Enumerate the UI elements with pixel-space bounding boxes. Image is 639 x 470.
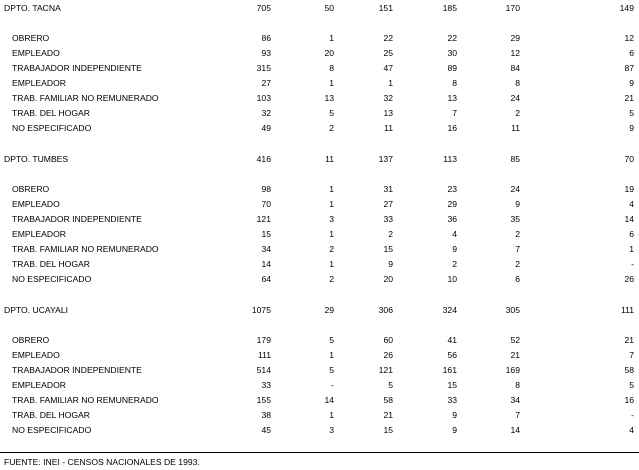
cell-col-1: 1 [329,259,334,269]
cell-col-5: 14 [624,214,634,224]
cell-total: 514 [256,365,271,375]
cell-col-4: 8 [515,78,520,88]
table-row [0,198,639,210]
table-row [0,424,639,436]
cell-col-4: 14 [510,425,520,435]
cell-col-2: 15 [383,244,393,254]
cell-col-1: - [331,380,334,390]
cell-col-1: 13 [324,93,334,103]
department-total-row [0,153,639,165]
cell-col-1: 1 [329,184,334,194]
cell-col-2: 1 [388,78,393,88]
cell-col-5: - [631,259,634,269]
cell-total: 64 [261,274,271,284]
cell-col-1: 2 [329,123,334,133]
cell-col-4: 29 [510,33,520,43]
cell-col-4: 169 [505,365,520,375]
cell-col-4: 85 [510,154,520,164]
cell-total: 32 [261,108,271,118]
category-label: TRAB. FAMILIAR NO REMUNERADO [12,395,159,405]
cell-col-1: 1 [329,350,334,360]
cell-col-1: 1 [329,199,334,209]
cell-total: 121 [256,214,271,224]
table-row [0,228,639,240]
cell-col-2: 33 [383,214,393,224]
cell-total: 49 [261,123,271,133]
table-row [0,349,639,361]
cell-col-3: 30 [447,48,457,58]
cell-col-1: 5 [329,108,334,118]
cell-col-1: 3 [329,425,334,435]
cell-col-5: 9 [629,123,634,133]
category-label: EMPLEADO [12,350,60,360]
cell-total: 155 [256,395,271,405]
table-row [0,213,639,225]
category-label: TRAB. FAMILIAR NO REMUNERADO [12,93,159,103]
table-row [0,409,639,421]
cell-col-5: 5 [629,108,634,118]
cell-total: 14 [261,259,271,269]
cell-total: 15 [261,229,271,239]
cell-col-3: 23 [447,184,457,194]
cell-col-2: 58 [383,395,393,405]
cell-total: 34 [261,244,271,254]
table-row [0,62,639,74]
cell-col-1: 1 [329,410,334,420]
category-label: EMPLEADO [12,199,60,209]
cell-col-2: 5 [388,380,393,390]
cell-col-4: 2 [515,108,520,118]
cell-col-2: 151 [378,3,393,13]
cell-col-5: - [631,410,634,420]
cell-col-5: 4 [629,199,634,209]
cell-col-4: 2 [515,259,520,269]
table-row [0,334,639,346]
cell-col-1: 2 [329,244,334,254]
cell-col-1: 29 [324,305,334,315]
cell-col-1: 5 [329,365,334,375]
department-total-row [0,304,639,316]
table-row [0,243,639,255]
category-label: NO ESPECIFICADO [12,123,92,133]
cell-col-5: 6 [629,48,634,58]
category-label: TRAB. DEL HOGAR [12,108,90,118]
category-label: OBRERO [12,33,50,43]
table-row [0,122,639,134]
cell-col-2: 21 [383,410,393,420]
cell-col-5: 21 [624,335,634,345]
table-row [0,32,639,44]
cell-col-5: 111 [620,305,634,315]
table-row [0,394,639,406]
cell-col-2: 26 [383,350,393,360]
cell-col-3: 8 [452,78,457,88]
cell-total: 705 [256,3,271,13]
cell-col-4: 7 [515,244,520,254]
cell-col-3: 7 [452,108,457,118]
cell-col-1: 1 [329,229,334,239]
cell-col-1: 50 [324,3,334,13]
cell-total: 416 [256,154,271,164]
cell-col-5: 26 [624,274,634,284]
department-name: DPTO. UCAYALI [4,305,68,315]
cell-col-4: 21 [510,350,520,360]
table-row [0,92,639,104]
cell-col-5: 7 [629,350,634,360]
cell-total: 86 [261,33,271,43]
cell-col-5: 19 [624,184,634,194]
cell-col-4: 12 [510,48,520,58]
cell-col-4: 9 [515,199,520,209]
cell-col-4: 6 [515,274,520,284]
category-label: TRAB. FAMILIAR NO REMUNERADO [12,244,159,254]
cell-total: 93 [261,48,271,58]
cell-col-3: 29 [447,199,457,209]
table-row [0,273,639,285]
cell-col-5: 1 [629,244,634,254]
cell-col-3: 36 [447,214,457,224]
cell-col-2: 306 [378,305,393,315]
department-name: DPTO. TACNA [4,3,61,13]
cell-col-2: 121 [378,365,393,375]
cell-col-4: 34 [510,395,520,405]
cell-col-1: 8 [329,63,334,73]
cell-col-4: 35 [510,214,520,224]
cell-col-5: 12 [624,33,634,43]
cell-col-2: 137 [378,154,393,164]
category-label: EMPLEADOR [12,380,66,390]
cell-col-2: 60 [383,335,393,345]
cell-col-5: 6 [629,229,634,239]
cell-col-1: 5 [329,335,334,345]
cell-col-3: 2 [452,259,457,269]
cell-col-2: 31 [383,184,393,194]
category-label: NO ESPECIFICADO [12,425,92,435]
cell-total: 38 [261,410,271,420]
cell-total: 33 [261,380,271,390]
cell-total: 27 [261,78,271,88]
cell-col-4: 24 [510,93,520,103]
cell-col-4: 8 [515,380,520,390]
source-note: FUENTE: INEI - CENSOS NACIONALES DE 1993. [4,457,200,467]
footer-divider [0,452,639,453]
cell-col-4: 52 [510,335,520,345]
table-row [0,47,639,59]
cell-col-3: 9 [452,244,457,254]
cell-col-1: 11 [325,154,334,164]
cell-total: 315 [256,63,271,73]
category-label: OBRERO [12,184,50,194]
cell-col-1: 14 [324,395,334,405]
cell-col-3: 15 [447,380,457,390]
cell-total: 45 [261,425,271,435]
category-label: EMPLEADOR [12,229,66,239]
cell-total: 70 [261,199,271,209]
category-label: EMPLEADOR [12,78,66,88]
cell-col-4: 7 [515,410,520,420]
cell-col-5: 9 [629,78,634,88]
cell-col-3: 33 [447,395,457,405]
cell-col-4: 170 [505,3,520,13]
cell-col-3: 113 [443,154,457,164]
table-row [0,379,639,391]
cell-total: 179 [256,335,271,345]
cell-col-2: 15 [383,425,393,435]
category-label: OBRERO [12,335,50,345]
cell-col-5: 21 [624,93,634,103]
cell-col-4: 24 [510,184,520,194]
cell-col-3: 13 [447,93,457,103]
cell-col-2: 13 [383,108,393,118]
cell-col-3: 185 [442,3,457,13]
category-label: EMPLEADO [12,48,60,58]
cell-col-5: 58 [624,365,634,375]
cell-col-2: 20 [383,274,393,284]
cell-col-4: 305 [505,305,520,315]
category-label: TRAB. DEL HOGAR [12,410,90,420]
cell-col-2: 32 [383,93,393,103]
table-row [0,183,639,195]
category-label: TRAB. DEL HOGAR [12,259,90,269]
cell-col-1: 3 [329,214,334,224]
cell-col-3: 4 [452,229,457,239]
table-row [0,107,639,119]
cell-total: 111 [257,350,271,360]
cell-col-4: 2 [515,229,520,239]
cell-col-5: 149 [619,3,634,13]
cell-col-5: 5 [629,380,634,390]
cell-col-1: 20 [324,48,334,58]
cell-col-3: 89 [447,63,457,73]
cell-col-5: 87 [624,63,634,73]
cell-col-2: 47 [383,63,393,73]
cell-total: 98 [261,184,271,194]
cell-total: 103 [256,93,271,103]
department-name: DPTO. TUMBES [4,154,69,164]
table-row [0,258,639,270]
category-label: TRABAJADOR INDEPENDIENTE [12,214,142,224]
cell-col-1: 1 [329,78,334,88]
cell-col-5: 16 [624,395,634,405]
cell-col-2: 2 [388,229,393,239]
cell-col-2: 11 [384,123,393,133]
cell-col-1: 2 [329,274,334,284]
cell-col-2: 25 [383,48,393,58]
cell-col-4: 11 [511,123,520,133]
cell-col-5: 4 [629,425,634,435]
category-label: NO ESPECIFICADO [12,274,92,284]
cell-col-3: 9 [452,410,457,420]
cell-col-3: 41 [447,335,457,345]
cell-col-3: 16 [447,123,457,133]
cell-col-4: 84 [510,63,520,73]
cell-col-3: 161 [442,365,457,375]
table-row [0,364,639,376]
cell-col-3: 10 [447,274,457,284]
cell-col-3: 22 [447,33,457,43]
cell-total: 1075 [251,305,271,315]
cell-col-3: 324 [442,305,457,315]
cell-col-3: 9 [452,425,457,435]
table-row [0,77,639,89]
cell-col-2: 9 [388,259,393,269]
cell-col-2: 22 [383,33,393,43]
category-label: TRABAJADOR INDEPENDIENTE [12,365,142,375]
cell-col-1: 1 [329,33,334,43]
cell-col-5: 70 [624,154,634,164]
department-total-row [0,2,639,14]
cell-col-2: 27 [383,199,393,209]
cell-col-3: 56 [447,350,457,360]
category-label: TRABAJADOR INDEPENDIENTE [12,63,142,73]
